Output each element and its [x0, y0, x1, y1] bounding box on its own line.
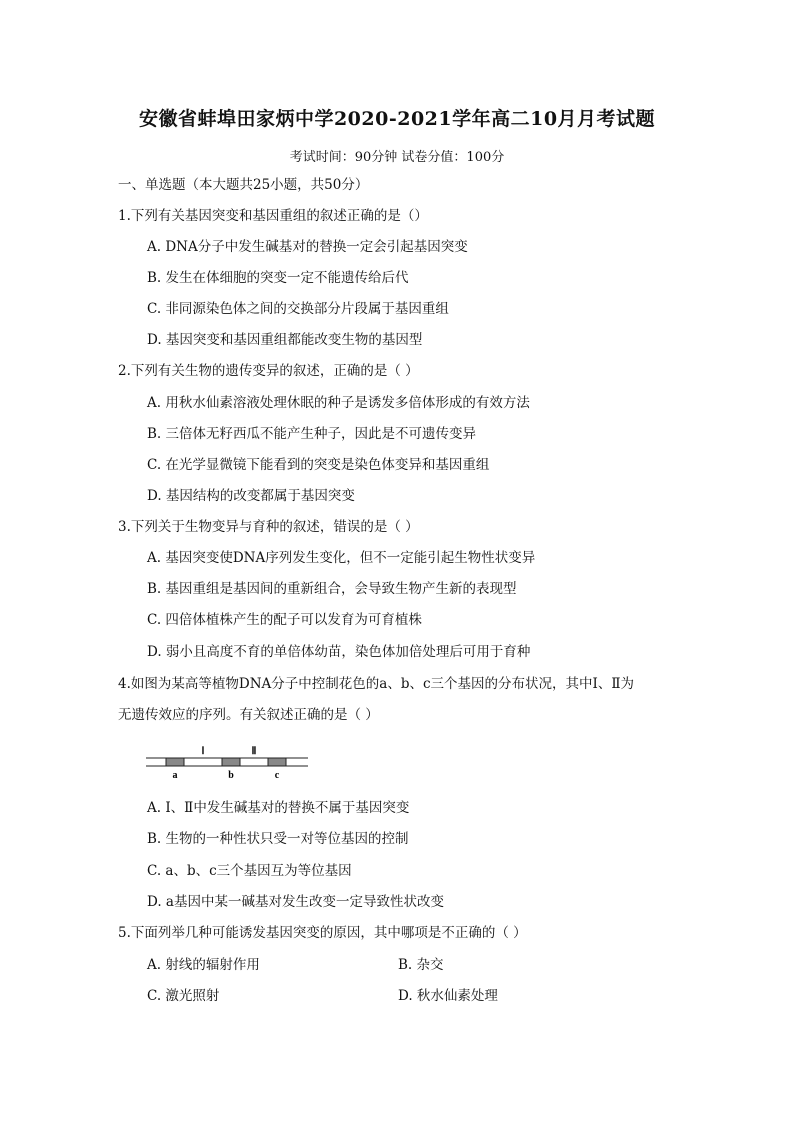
question-3-option-b: B. 基因重组是基因间的重新组合，会导致生物产生新的表现型 — [147, 581, 517, 597]
question-2-option-c: C. 在光学显微镜下能看到的突变是染色体变异和基因重组 — [147, 457, 490, 473]
question-2-option-b: B. 三倍体无籽西瓜不能产生种子，因此是不可遗传变异 — [147, 426, 477, 442]
gene-b-segment — [222, 758, 240, 766]
gene-label-c: c — [274, 770, 280, 781]
question-2-option-d: D. 基因结构的改变都属于基因突变 — [147, 488, 355, 504]
question-1-option-c: C. 非同源染色体之间的交换部分片段属于基因重组 — [147, 301, 449, 317]
question-5-stem: 5.下面列举几种可能诱发基因突变的原因，其中哪项是不正确的（ ） — [118, 925, 527, 941]
gene-c-segment — [268, 758, 286, 766]
question-4-stem-line-1: 4.如图为某高等植物DNA分子中控制花色的a、b、c三个基因的分布状况，其中Ⅰ、Ⅱ为 — [118, 676, 635, 692]
question-3-stem: 3.下列关于生物变异与育种的叙述，错误的是（ ） — [118, 519, 419, 535]
question-1-option-d: D. 基因突变和基因重组都能改变生物的基因型 — [147, 332, 423, 348]
question-5-option-c: C. 激光照射 — [147, 988, 220, 1004]
question-1-option-a: A. DNA分子中发生碱基对的替换一定会引起基因突变 — [147, 239, 468, 255]
gene-label-a: a — [172, 770, 178, 781]
exam-info: 考试时间：90分钟 试卷分值：100分 — [289, 150, 505, 165]
question-2-option-a: A. 用秋水仙素溶液处理休眠的种子是诱发多倍体形成的有效方法 — [147, 395, 530, 411]
question-2-stem: 2.下列有关生物的遗传变异的叙述，正确的是（ ） — [118, 363, 419, 379]
gene-label-b: b — [228, 770, 234, 781]
question-4-option-a: A. Ⅰ、Ⅱ中发生碱基对的替换不属于基因突变 — [147, 800, 410, 816]
section-heading: 一、单选题（本大题共25小题，共50分） — [118, 177, 369, 193]
question-4-option-d: D. a基因中某一碱基对发生改变一定导致性状改变 — [147, 894, 444, 910]
question-3-option-d: D. 弱小且高度不育的单倍体幼苗，染色体加倍处理后可用于育种 — [147, 644, 531, 660]
region-label-1: Ⅰ — [201, 746, 205, 757]
page-title: 安徽省蚌埠田家炳中学2020-2021学年高二10月月考试题 — [138, 108, 656, 130]
question-5-option-b: B. 杂交 — [398, 957, 444, 973]
question-4-stem-line-2: 无遗传效应的序列。有关叙述正确的是（ ） — [118, 707, 379, 723]
dna-gene-diagram — [146, 742, 308, 784]
question-5-option-d: D. 秋水仙素处理 — [398, 988, 498, 1004]
question-4-option-c: C. a、b、c三个基因互为等位基因 — [147, 863, 352, 879]
question-4-option-b: B. 生物的一种性状只受一对等位基因的控制 — [147, 831, 409, 847]
gene-a-segment — [166, 758, 184, 766]
question-1-option-b: B. 发生在体细胞的突变一定不能遗传给后代 — [147, 270, 409, 286]
region-label-2: Ⅱ — [251, 746, 257, 757]
question-3-option-a: A. 基因突变使DNA序列发生变化，但不一定能引起生物性状变异 — [147, 550, 536, 566]
question-3-option-c: C. 四倍体植株产生的配子可以发育为可育植株 — [147, 612, 422, 628]
question-1-stem: 1.下列有关基因突变和基因重组的叙述正确的是（） — [118, 208, 428, 224]
question-5-option-a: A. 射线的辐射作用 — [147, 957, 260, 973]
